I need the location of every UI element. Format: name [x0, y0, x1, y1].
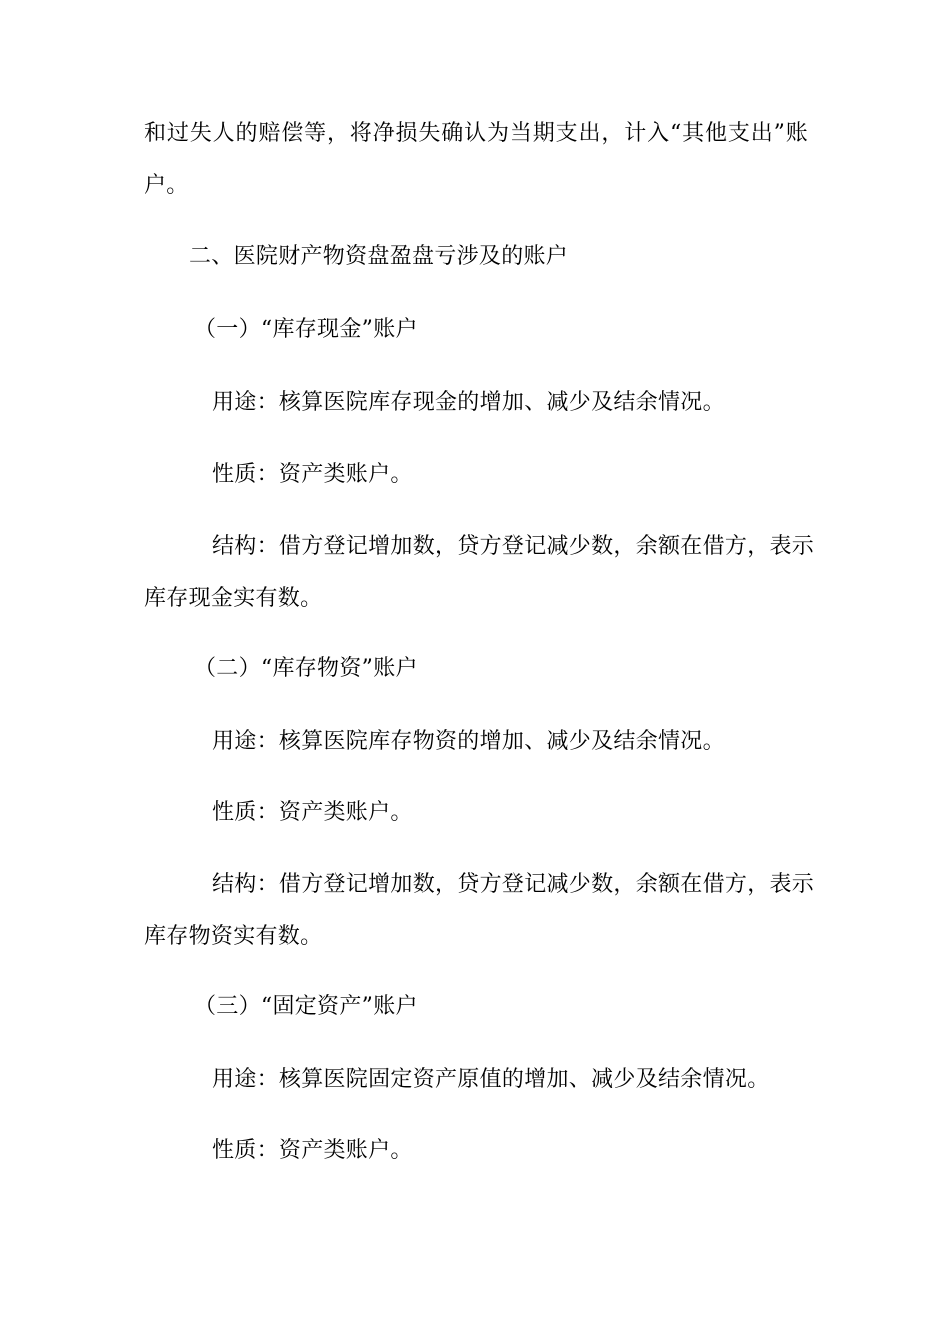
- nature-text: 性质：资产类账户。: [212, 800, 413, 825]
- structure-text: 结构：借方登记增加数，贷方登记减少数，余额在借方，表示: [212, 534, 815, 559]
- subsection-heading: （二）“库存物资”账户: [194, 656, 418, 681]
- structure-text: 结构：借方登记增加数，贷方登记减少数，余额在借方，表示: [212, 872, 815, 897]
- usage-text: 用途：核算医院固定资产原值的增加、减少及结余情况。: [212, 1067, 770, 1092]
- paragraph-line: 和过失人的赔偿等，将净损失确认为当期支出，计入“其他支出”账: [144, 121, 808, 146]
- structure-text: 库存现金实有数。: [144, 586, 323, 611]
- usage-text: 用途：核算医院库存现金的增加、减少及结余情况。: [212, 390, 725, 415]
- subsection-heading: （三）“固定资产”账户: [194, 994, 418, 1019]
- section-heading: 二、医院财产物资盘盈盘亏涉及的账户: [189, 244, 569, 269]
- nature-text: 性质：资产类账户。: [212, 1138, 413, 1163]
- subsection-heading: （一）“库存现金”账户: [194, 317, 418, 342]
- structure-text: 库存物资实有数。: [144, 924, 323, 949]
- usage-text: 用途：核算医院库存物资的增加、减少及结余情况。: [212, 729, 725, 754]
- nature-text: 性质：资产类账户。: [212, 462, 413, 487]
- paragraph-line: 户。: [144, 173, 189, 198]
